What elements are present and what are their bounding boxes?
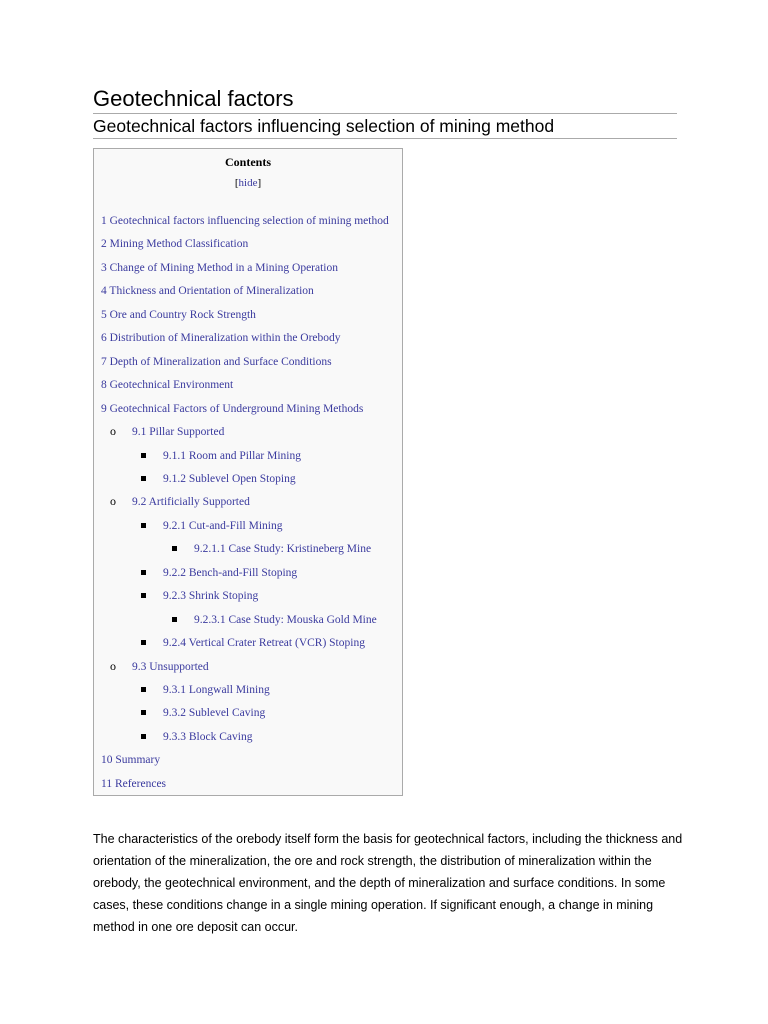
- toc-link[interactable]: 9.1.2 Sublevel Open Stoping: [163, 473, 296, 485]
- toc-title: Contents: [224, 155, 271, 169]
- toc-link[interactable]: 2 Mining Method Classification: [101, 238, 249, 250]
- page-title: Geotechnical factors: [93, 86, 294, 111]
- toc-link[interactable]: 4 Thickness and Orientation of Mineralization: [101, 285, 314, 297]
- toc-link[interactable]: 6 Distribution of Mineralization within the Orebody: [101, 332, 341, 344]
- toc-link[interactable]: 11 References: [101, 778, 167, 790]
- toc-link[interactable]: 9.3.2 Sublevel Caving: [163, 707, 266, 719]
- toc-link[interactable]: 9.2.1 Cut-and-Fill Mining: [163, 520, 283, 532]
- circle-bullet-icon: o: [110, 659, 116, 673]
- toc-link[interactable]: 9.1.1 Room and Pillar Mining: [163, 450, 301, 462]
- toc-toggle-close-bracket: ]: [257, 177, 262, 189]
- toc-link[interactable]: 3 Change of Mining Method in a Mining Operation: [101, 262, 338, 274]
- table-of-contents: [93, 148, 403, 796]
- toc-hide-link[interactable]: hide: [238, 177, 258, 189]
- square-bullet-icon: [141, 453, 146, 458]
- section-divider: [93, 138, 677, 139]
- toc-link[interactable]: 9.1 Pillar Supported: [132, 426, 225, 438]
- square-bullet-icon: [141, 523, 146, 528]
- section-title: Geotechnical factors influencing selection of mining method: [93, 116, 555, 136]
- toc-toggle: [94, 176, 402, 190]
- square-bullet-icon: [172, 546, 177, 551]
- toc-link[interactable]: 9.3.3 Block Caving: [163, 731, 253, 743]
- toc-link[interactable]: 9.2 Artificially Supported: [132, 496, 250, 508]
- square-bullet-icon: [141, 640, 146, 645]
- toc-link[interactable]: 7 Depth of Mineralization and Surface Conditions: [101, 356, 332, 368]
- toc-link[interactable]: 9.3.1 Longwall Mining: [163, 684, 270, 696]
- square-bullet-icon: [141, 593, 146, 598]
- square-bullet-icon: [141, 687, 146, 692]
- toc-link[interactable]: 9 Geotechnical Factors of Underground Mining Methods: [101, 403, 364, 415]
- square-bullet-icon: [141, 570, 146, 575]
- toc-link[interactable]: 9.2.1.1 Case Study: Kristineberg Mine: [194, 543, 372, 555]
- toc-link[interactable]: 8 Geotechnical Environment: [101, 379, 234, 391]
- square-bullet-icon: [172, 617, 177, 622]
- toc-toggle-open-bracket: [: [234, 177, 239, 189]
- circle-bullet-icon: o: [110, 424, 116, 438]
- toc-link[interactable]: 1 Geotechnical factors influencing selection of mining method: [101, 215, 389, 227]
- square-bullet-icon: [141, 734, 146, 739]
- toc-link[interactable]: 9.2.3.1 Case Study: Mouska Gold Mine: [194, 614, 377, 626]
- title-divider: [93, 113, 677, 114]
- toc-link[interactable]: 9.2.4 Vertical Crater Retreat (VCR) Stoping: [163, 637, 365, 649]
- toc-link[interactable]: 5 Ore and Country Rock Strength: [101, 309, 256, 321]
- toc-link[interactable]: 9.3 Unsupported: [132, 661, 209, 673]
- square-bullet-icon: [141, 710, 146, 715]
- toc-link[interactable]: 10 Summary: [101, 754, 161, 766]
- body-paragraph: The characteristics of the orebody itself form the basis for geotechnical factors, including the thickness and orientation of the mineralization, the ore and rock strength, the distribution of mineralization within the orebody, the geotechnical environment, and the depth of mineralization and surface conditions. In some cases, these conditions change in a single mining operation. If significant enough, a change in mining method in one ore deposit can occur.: [93, 832, 683, 934]
- toc-link[interactable]: 9.2.3 Shrink Stoping: [163, 590, 259, 602]
- circle-bullet-icon: o: [110, 494, 116, 508]
- square-bullet-icon: [141, 476, 146, 481]
- toc-link[interactable]: 9.2.2 Bench-and-Fill Stoping: [163, 567, 298, 579]
